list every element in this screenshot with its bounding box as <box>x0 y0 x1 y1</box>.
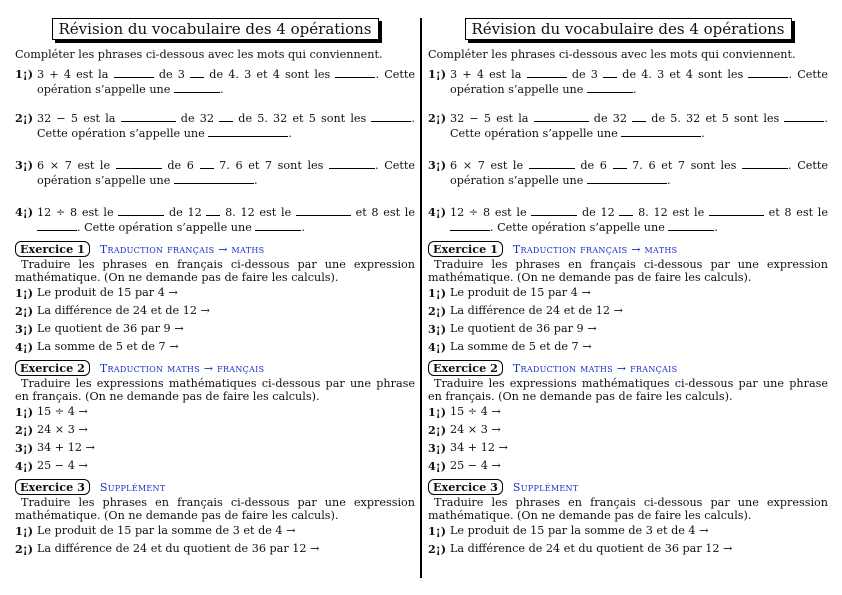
exercise-2-items <box>428 403 828 475</box>
exercise-title: Traduction français → maths <box>512 242 678 256</box>
worksheet-copy-left <box>15 0 415 595</box>
answer-blank[interactable] <box>114 67 154 78</box>
exercise-3-instructions: Traduire les phrases en français ci-dessous par une expression mathématique. (On ne demande pas de faire les calculs). <box>15 496 415 522</box>
answer-blank[interactable] <box>219 111 233 122</box>
answer-blank[interactable] <box>174 173 254 184</box>
list-item: 1¡) Le produit de 15 par la somme de 3 et de 4 → <box>428 524 709 538</box>
exercise-1-instructions: Traduire les phrases en français ci-dessous par une expression mathématique. (On ne demande pas de faire les calculs). <box>428 258 828 284</box>
exercise-badge: Exercice 1 <box>428 241 503 257</box>
question-3: 3¡) 6 × 7 est le de 6 7. 6 et 7 sont les . Cette opération s’appelle une . <box>15 158 415 205</box>
exercise-title: Supplément <box>99 480 166 494</box>
exercise-1-header <box>15 240 415 258</box>
question-4: 4¡) 12 ÷ 8 est le de 12 8. 12 est le et 8 est le . Cette opération s’appelle une . <box>428 205 828 237</box>
answer-blank[interactable] <box>296 205 351 216</box>
exercise-2-items <box>15 403 415 475</box>
question-2: 2¡) 32 − 5 est la de 32 de 5. 32 et 5 sont les . Cette opération s’appelle une . <box>15 111 415 158</box>
page-title: Révision du vocabulaire des 4 opérations <box>52 18 379 40</box>
answer-blank[interactable] <box>531 205 577 216</box>
exercise-3-items <box>15 522 415 558</box>
question-2: 2¡) 32 − 5 est la de 32 de 5. 32 et 5 sont les . Cette opération s’appelle une . <box>428 111 828 158</box>
answer-blank[interactable] <box>190 67 204 78</box>
question-number: 3¡) <box>15 158 33 172</box>
list-item: 1¡) Le produit de 15 par 4 → <box>15 286 178 300</box>
instructions: Compléter les phrases ci-dessous avec les mots qui conviennent. <box>428 48 796 61</box>
page-title: Révision du vocabulaire des 4 opérations <box>465 18 792 40</box>
answer-blank[interactable] <box>529 158 575 169</box>
list-item: 3¡) Le quotient de 36 par 9 → <box>428 322 597 336</box>
list-item: 4¡) La somme de 5 et de 7 → <box>428 340 592 354</box>
exercise-3-instructions: Traduire les phrases en français ci-dessous par une expression mathématique. (On ne demande pas de faire les calculs). <box>428 496 828 522</box>
question-number: 2¡) <box>428 111 446 125</box>
exercise-badge: Exercice 2 <box>428 360 503 376</box>
answer-blank[interactable] <box>619 205 633 216</box>
question-number: 1¡) <box>15 67 33 81</box>
list-item: 4¡) 25 − 4 → <box>428 459 501 473</box>
list-item: 3¡) Le quotient de 36 par 9 → <box>15 322 184 336</box>
answer-blank[interactable] <box>621 126 701 137</box>
list-item: 1¡) 15 ÷ 4 → <box>428 405 501 419</box>
answer-blank[interactable] <box>206 205 220 216</box>
exercise-badge: Exercice 1 <box>15 241 90 257</box>
list-item: 1¡) Le produit de 15 par la somme de 3 et de 4 → <box>15 524 296 538</box>
exercise-badge: Exercice 2 <box>15 360 90 376</box>
question-4: 4¡) 12 ÷ 8 est le de 12 8. 12 est le et 8 est le . Cette opération s’appelle une . <box>15 205 415 237</box>
answer-blank[interactable] <box>208 126 288 137</box>
list-item: 2¡) 24 × 3 → <box>428 423 501 437</box>
list-item: 2¡) La différence de 24 et du quotient de 36 par 12 → <box>15 542 320 556</box>
list-item: 4¡) 25 − 4 → <box>15 459 88 473</box>
question-number: 4¡) <box>15 205 33 219</box>
question-3: 3¡) 6 × 7 est le de 6 7. 6 et 7 sont les . Cette opération s’appelle une . <box>428 158 828 205</box>
answer-blank[interactable] <box>174 82 220 93</box>
answer-blank[interactable] <box>748 67 788 78</box>
question-number: 2¡) <box>15 111 33 125</box>
list-item: 3¡) 34 + 12 → <box>428 441 508 455</box>
exercise-title: Traduction maths → français <box>99 361 265 375</box>
exercise-badge: Exercice 3 <box>15 479 90 495</box>
answer-blank[interactable] <box>613 158 627 169</box>
list-item: 1¡) Le produit de 15 par 4 → <box>428 286 591 300</box>
exercise-2-header <box>428 359 828 377</box>
answer-blank[interactable] <box>450 220 490 231</box>
question-number: 3¡) <box>428 158 446 172</box>
answer-blank[interactable] <box>587 173 667 184</box>
instructions: Compléter les phrases ci-dessous avec les mots qui conviennent. <box>15 48 383 61</box>
answer-blank[interactable] <box>527 67 567 78</box>
answer-blank[interactable] <box>200 158 214 169</box>
worksheet-copy-right <box>428 0 828 595</box>
answer-blank[interactable] <box>632 111 646 122</box>
exercise-3-header <box>428 478 828 496</box>
list-item: 2¡) La différence de 24 et de 12 → <box>15 304 210 318</box>
exercise-2-header <box>15 359 415 377</box>
exercise-1-instructions: Traduire les phrases en français ci-dessous par une expression mathématique. (On ne demande pas de faire les calculs). <box>15 258 415 284</box>
answer-blank[interactable] <box>709 205 764 216</box>
answer-blank[interactable] <box>534 111 589 122</box>
list-item: 2¡) La différence de 24 et de 12 → <box>428 304 623 318</box>
answer-blank[interactable] <box>587 82 633 93</box>
exercise-1-items <box>15 284 415 356</box>
exercise-3-items <box>428 522 828 558</box>
list-item: 2¡) La différence de 24 et du quotient de 36 par 12 → <box>428 542 733 556</box>
answer-blank[interactable] <box>118 205 164 216</box>
question-1: 1¡) 3 + 4 est la de 3 de 4. 3 et 4 sont les . Cette opération s’appelle une . <box>428 67 828 111</box>
list-item: 4¡) La somme de 5 et de 7 → <box>15 340 179 354</box>
exercise-title: Traduction français → maths <box>99 242 265 256</box>
list-item: 1¡) 15 ÷ 4 → <box>15 405 88 419</box>
answer-blank[interactable] <box>335 67 375 78</box>
list-item: 3¡) 34 + 12 → <box>15 441 95 455</box>
answer-blank[interactable] <box>37 220 77 231</box>
list-item: 2¡) 24 × 3 → <box>15 423 88 437</box>
exercise-1-header <box>428 240 828 258</box>
question-number: 1¡) <box>428 67 446 81</box>
answer-blank[interactable] <box>116 158 162 169</box>
answer-blank[interactable] <box>121 111 176 122</box>
question-number: 4¡) <box>428 205 446 219</box>
exercise-2-instructions: Traduire les expressions mathématiques ci-dessous par une phrase en français. (On ne demande pas de faire les calculs). <box>428 377 828 403</box>
exercise-title: Supplément <box>512 480 579 494</box>
answer-blank[interactable] <box>784 111 824 122</box>
exercise-badge: Exercice 3 <box>428 479 503 495</box>
column-divider <box>420 18 422 578</box>
answer-blank[interactable] <box>255 220 301 231</box>
exercise-title: Traduction maths → français <box>512 361 678 375</box>
exercise-3-header <box>15 478 415 496</box>
question-1: 1¡) 3 + 4 est la de 3 de 4. 3 et 4 sont les . Cette opération s’appelle une . <box>15 67 415 111</box>
answer-blank[interactable] <box>668 220 714 231</box>
exercise-1-items <box>428 284 828 356</box>
answer-blank[interactable] <box>742 158 788 169</box>
answer-blank[interactable] <box>371 111 411 122</box>
answer-blank[interactable] <box>603 67 617 78</box>
exercise-2-instructions: Traduire les expressions mathématiques ci-dessous par une phrase en français. (On ne demande pas de faire les calculs). <box>15 377 415 403</box>
answer-blank[interactable] <box>329 158 375 169</box>
